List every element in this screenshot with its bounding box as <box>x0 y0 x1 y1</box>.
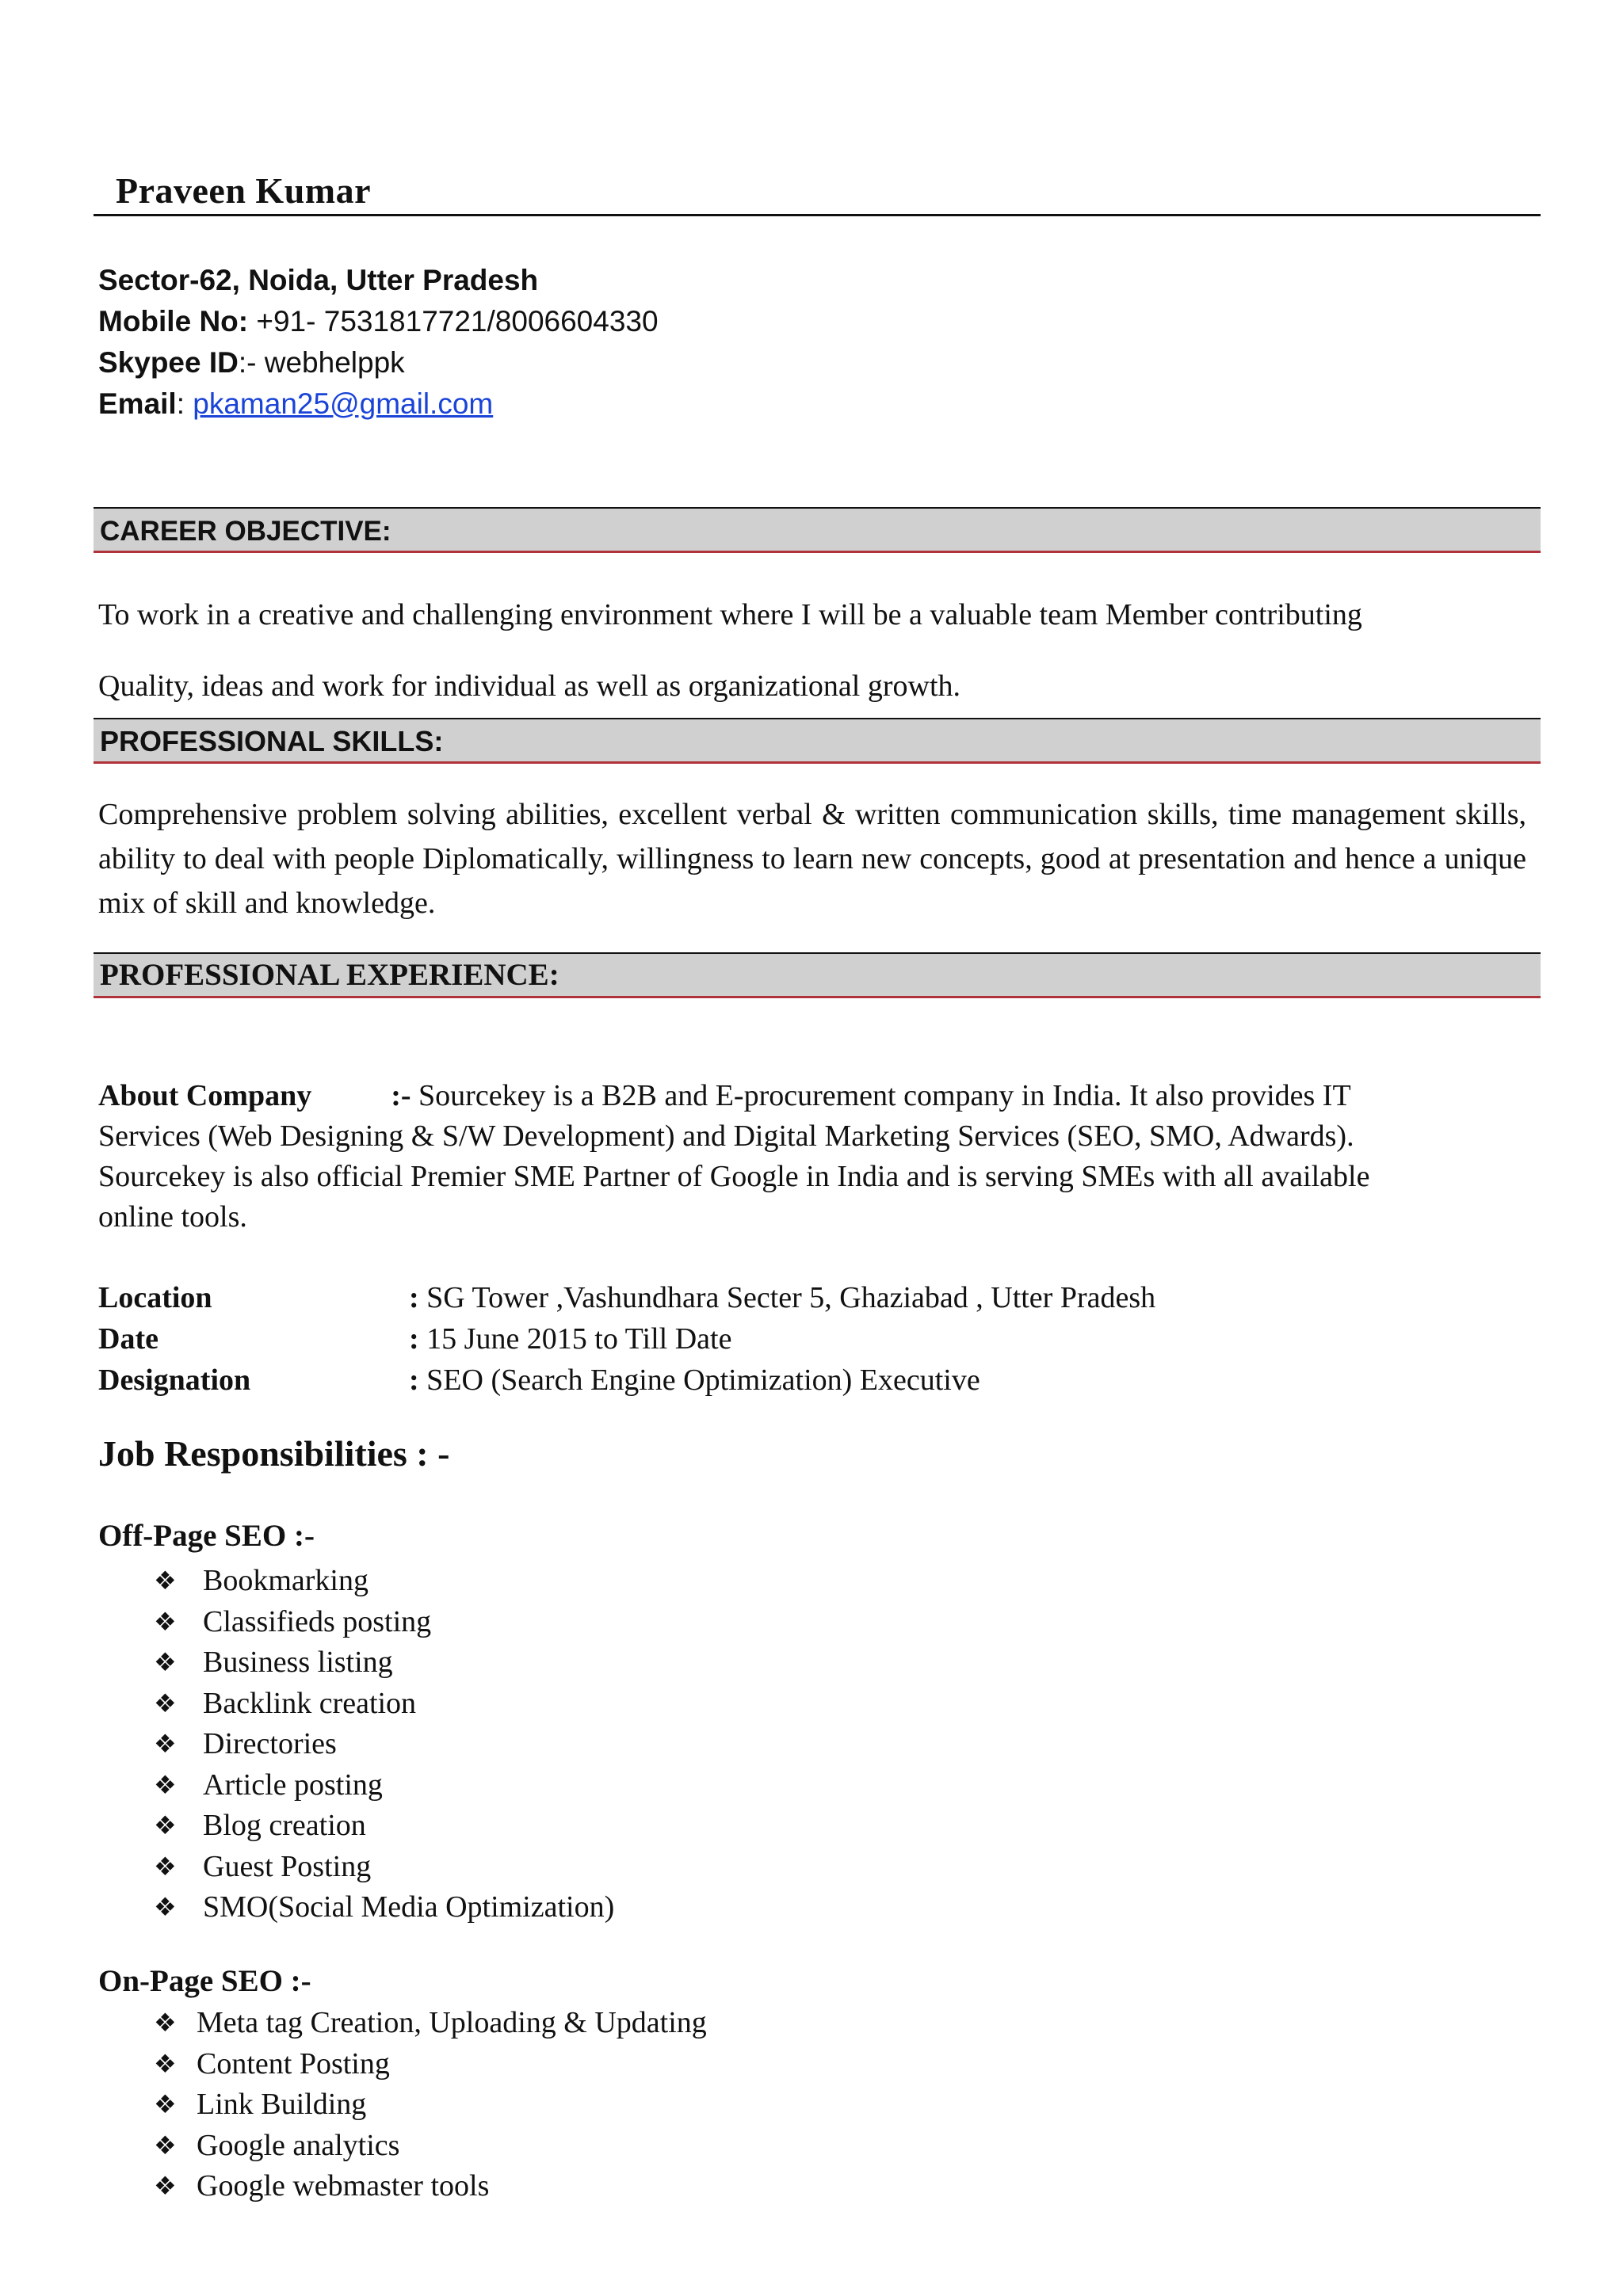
diamond-bullet-icon: ❖ <box>154 2049 177 2078</box>
offpage-seo-list <box>154 1561 614 1928</box>
list-item <box>154 1887 614 1928</box>
list-item <box>154 1724 614 1765</box>
diamond-bullet-icon: ❖ <box>154 2090 177 2119</box>
email-separator: : <box>176 387 193 420</box>
list-item-text: Meta tag Creation, Uploading & Updating <box>197 2006 707 2039</box>
designation-label: Designation <box>98 1363 251 1397</box>
mobile-value: +91- 7531817721/8006604330 <box>248 305 659 338</box>
objective-line: To work in a creative and challenging environment where I will be a valuable team Member contributing <box>98 598 1362 631</box>
mobile-line <box>98 301 659 342</box>
list-item-text: Bookmarking <box>203 1564 369 1597</box>
professional-skills-header <box>94 718 1541 764</box>
mobile-label: Mobile No: <box>98 305 249 338</box>
list-item <box>154 1561 614 1602</box>
list-item-text: Google webmaster tools <box>197 2169 490 2203</box>
address: Sector-62, Noida, Utter Pradesh <box>98 264 539 296</box>
email-link[interactable]: pkaman25@gmail.com <box>193 387 494 420</box>
date-label: Date <box>98 1322 158 1356</box>
list-item <box>154 2044 707 2085</box>
list-item <box>154 1765 614 1806</box>
about-company-line: Services (Web Designing & S/W Development) and Digital Marketing Services (SEO, SMO, Adwards). <box>98 1119 1354 1153</box>
date-value-wrap <box>409 1318 731 1360</box>
diamond-bullet-icon: ❖ <box>154 2172 177 2200</box>
list-item-text: Blog creation <box>203 1809 366 1842</box>
designation-value: SEO (Search Engine Optimization) Executive <box>426 1363 980 1397</box>
about-company <box>98 1076 1493 1238</box>
candidate-name: Praveen Kumar <box>116 170 372 211</box>
email-line <box>98 383 659 425</box>
list-item-text: Content Posting <box>197 2046 390 2081</box>
career-objective-header <box>94 507 1541 553</box>
list-item-text: Article posting <box>203 1768 383 1802</box>
list-item <box>154 1847 614 1888</box>
diamond-bullet-icon: ❖ <box>154 2130 177 2160</box>
list-item <box>154 1642 614 1684</box>
colon: : <box>409 1281 427 1314</box>
diamond-bullet-icon: ❖ <box>154 2008 177 2037</box>
about-company-line <box>98 1076 1493 1116</box>
list-item-text: Guest Posting <box>203 1849 372 1883</box>
location-label: Location <box>98 1281 212 1314</box>
about-company-line: Sourcekey is also official Premier SME Partner of Google in India and is serving SMEs with all available <box>98 1160 1370 1193</box>
list-item <box>154 2003 707 2044</box>
about-company-label: About Company <box>98 1079 312 1112</box>
contact-block <box>98 260 659 425</box>
location-value-wrap <box>409 1277 1155 1318</box>
objective-line: Quality, ideas and work for individual as well as organizational growth. <box>98 669 961 703</box>
location-value: SG Tower ,Vashundhara Secter 5, Ghaziabad , Utter Pradesh <box>426 1281 1156 1314</box>
list-item-text: Backlink creation <box>203 1686 417 1720</box>
onpage-seo-heading: On-Page SEO :- <box>98 1964 311 1998</box>
list-item <box>154 2126 707 2167</box>
diamond-bullet-icon: ❖ <box>154 1607 177 1636</box>
list-item-text: Business listing <box>203 1646 393 1679</box>
list-item <box>154 2084 707 2126</box>
diamond-bullet-icon: ❖ <box>154 1648 177 1676</box>
skype-label: Skypee ID <box>98 346 239 379</box>
list-item-text: Directories <box>203 1727 337 1760</box>
list-item-text: Classifieds posting <box>203 1604 432 1638</box>
professional-experience-heading: PROFESSIONAL EXPERIENCE: <box>100 958 559 992</box>
list-item <box>154 1684 614 1725</box>
career-objective-heading: CAREER OBJECTIVE: <box>100 516 391 547</box>
about-company-line: online tools. <box>98 1200 247 1234</box>
date-value: 15 June 2015 to Till Date <box>426 1322 732 1356</box>
designation-value-wrap <box>409 1360 980 1401</box>
address-line <box>98 260 659 301</box>
professional-experience-header <box>94 952 1541 998</box>
colon: : <box>409 1322 427 1356</box>
skype-value: :- webhelppk <box>238 346 405 379</box>
professional-skills-heading: PROFESSIONAL SKILLS: <box>100 725 444 757</box>
list-item-text: Google analytics <box>197 2128 400 2162</box>
diamond-bullet-icon: ❖ <box>154 1893 177 1921</box>
list-item <box>154 1806 614 1847</box>
about-company-separator: :- <box>391 1079 419 1112</box>
list-item <box>154 1602 614 1643</box>
colon: : <box>409 1363 427 1397</box>
onpage-seo-list <box>154 2003 707 2207</box>
diamond-bullet-icon: ❖ <box>154 1770 177 1799</box>
diamond-bullet-icon: ❖ <box>154 1730 177 1758</box>
name-divider <box>94 214 1541 216</box>
skype-line <box>98 342 659 383</box>
professional-skills-text: Comprehensive problem solving abilities, excellent verbal & written communication skills, time management skills, ability to deal with people Diplomatically, willingness to learn new concepts, good at presentation and hence a unique mix of skill and knowledge. <box>98 798 1526 920</box>
about-company-text: Sourcekey is a B2B and E-procurement company in India. It also provides IT <box>418 1079 1351 1112</box>
list-item <box>154 2166 707 2207</box>
offpage-seo-heading: Off-Page SEO :- <box>98 1519 315 1553</box>
career-objective-text <box>98 578 1525 723</box>
diamond-bullet-icon: ❖ <box>154 1688 177 1718</box>
email-label: Email <box>98 387 177 420</box>
list-item-text: Link Building <box>197 2088 367 2121</box>
list-item-text: SMO(Social Media Optimization) <box>203 1890 615 1924</box>
diamond-bullet-icon: ❖ <box>154 1811 177 1840</box>
diamond-bullet-icon: ❖ <box>154 1566 177 1595</box>
job-responsibilities-heading: Job Responsibilities : - <box>98 1433 450 1474</box>
diamond-bullet-icon: ❖ <box>154 1852 177 1881</box>
